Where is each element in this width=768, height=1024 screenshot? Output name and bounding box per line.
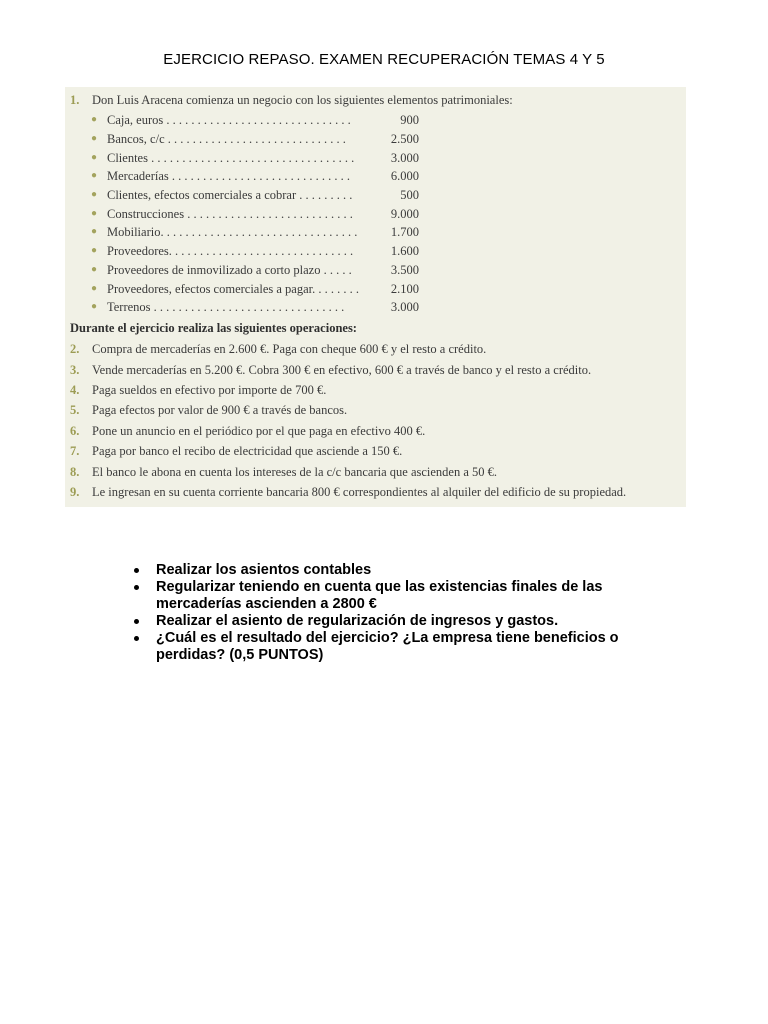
operation-text: Paga sueldos en efectivo por importe de 700 €. xyxy=(92,383,327,397)
bullet-icon: ● xyxy=(91,170,98,181)
task-text: Realizar el asiento de regularización de ingresos y gastos. xyxy=(156,613,559,629)
operation-number: 9. xyxy=(70,485,80,499)
list-item xyxy=(132,562,672,579)
bullet-icon xyxy=(134,568,139,573)
operation-text: Paga por banco el recibo de electricidad que asciende a 150 €. xyxy=(92,444,403,458)
operation-text: Vende mercaderías en 5.200 €. Cobra 300 € en efectivo, 600 € a través de banco y el resto a crédito. xyxy=(92,363,592,377)
item-value: 9.000 xyxy=(390,207,419,221)
item-label: Clientes, efectos comerciales a cobrar . . . . . . . . . xyxy=(107,188,353,202)
intro-number: 1. xyxy=(70,93,80,107)
bullet-icon xyxy=(134,585,139,590)
operation-text: Compra de mercaderías en 2.600 €. Paga con cheque 600 € y el resto a crédito. xyxy=(92,342,487,356)
item-label: Clientes . . . . . . . . . . . . . . . . . . . . . . . . . . . . . . . . . xyxy=(107,151,355,165)
operation-number: 7. xyxy=(70,444,80,458)
operations-heading: Durante el ejercicio realiza las siguientes operaciones: xyxy=(70,321,357,335)
item-value: 3.500 xyxy=(390,263,419,277)
bullet-icon: ● xyxy=(91,264,98,275)
item-label: Bancos, c/c . . . . . . . . . . . . . . . . . . . . . . . . . . . . . xyxy=(107,132,346,146)
item-value: 2.500 xyxy=(390,132,419,146)
bullet-icon xyxy=(134,636,139,641)
item-label: Construcciones . . . . . . . . . . . . . . . . . . . . . . . . . . . xyxy=(107,207,353,221)
operation-number: 4. xyxy=(70,383,80,397)
bullet-icon xyxy=(134,619,139,624)
task-list xyxy=(132,562,672,664)
item-label: Proveedores de inmovilizado a corto plazo . . . . . xyxy=(107,263,352,277)
bullet-icon: ● xyxy=(91,208,98,219)
task-text: Realizar los asientos contables xyxy=(156,562,372,578)
bullet-icon: ● xyxy=(91,301,98,312)
item-value: 3.000 xyxy=(390,151,419,165)
operation-number: 6. xyxy=(70,424,80,438)
item-label: Proveedores. . . . . . . . . . . . . . . . . . . . . . . . . . . . . . xyxy=(107,244,354,258)
intro-text: Don Luis Aracena comienza un negocio con los siguientes elementos patrimoniales: xyxy=(92,93,513,107)
item-value: 900 xyxy=(400,113,419,127)
bullet-icon: ● xyxy=(91,152,98,163)
bullet-icon: ● xyxy=(91,189,98,200)
task-text: ¿Cuál es el resultado del ejercicio? ¿La empresa tiene beneficios o perdidas? (0,5 PUNTOS) xyxy=(156,630,619,663)
operation-text: Paga efectos por valor de 900 € a través de bancos. xyxy=(92,403,348,417)
item-value: 1.600 xyxy=(390,244,419,258)
task-text: Regularizar teniendo en cuenta que las existencias finales de las mercaderías ascienden a 2800 € xyxy=(156,579,603,612)
item-label: Mobiliario. . . . . . . . . . . . . . . . . . . . . . . . . . . . . . . . xyxy=(107,225,358,239)
item-value: 500 xyxy=(400,188,419,202)
item-label: Proveedores, efectos comerciales a pagar. . . . . . . . xyxy=(107,282,359,296)
list-item xyxy=(132,613,672,630)
operation-number: 8. xyxy=(70,465,80,479)
operation-number: 5. xyxy=(70,403,80,417)
item-value: 1.700 xyxy=(390,225,419,239)
operation-text: El banco le abona en cuenta los intereses de la c/c bancaria que ascienden a 50 €. xyxy=(92,465,498,479)
operation-text: Pone un anuncio en el periódico por el que paga en efectivo 400 €. xyxy=(92,424,426,438)
bullet-icon: ● xyxy=(91,114,98,125)
list-item xyxy=(132,630,672,664)
operation-number: 3. xyxy=(70,363,80,377)
item-label: Terrenos . . . . . . . . . . . . . . . . . . . . . . . . . . . . . . . xyxy=(107,300,345,314)
page-title: EJERCICIO REPASO. EXAMEN RECUPERACIÓN TEMAS 4 Y 5 xyxy=(163,51,605,68)
bullet-icon: ● xyxy=(91,133,98,144)
item-label: Caja, euros . . . . . . . . . . . . . . . . . . . . . . . . . . . . . . xyxy=(107,113,351,127)
bullet-icon: ● xyxy=(91,226,98,237)
list-item xyxy=(132,579,672,613)
item-value: 3.000 xyxy=(390,300,419,314)
bullet-icon: ● xyxy=(91,283,98,294)
item-label: Mercaderías . . . . . . . . . . . . . . . . . . . . . . . . . . . . . xyxy=(107,169,351,183)
item-value: 6.000 xyxy=(390,169,419,183)
operation-number: 2. xyxy=(70,342,80,356)
operation-text: Le ingresan en su cuenta corriente bancaria 800 € correspondientes al alquiler del edificio de su propiedad. xyxy=(92,485,627,499)
exercise-scan xyxy=(65,87,686,507)
item-value: 2.100 xyxy=(390,282,419,296)
bullet-icon: ● xyxy=(91,245,98,256)
